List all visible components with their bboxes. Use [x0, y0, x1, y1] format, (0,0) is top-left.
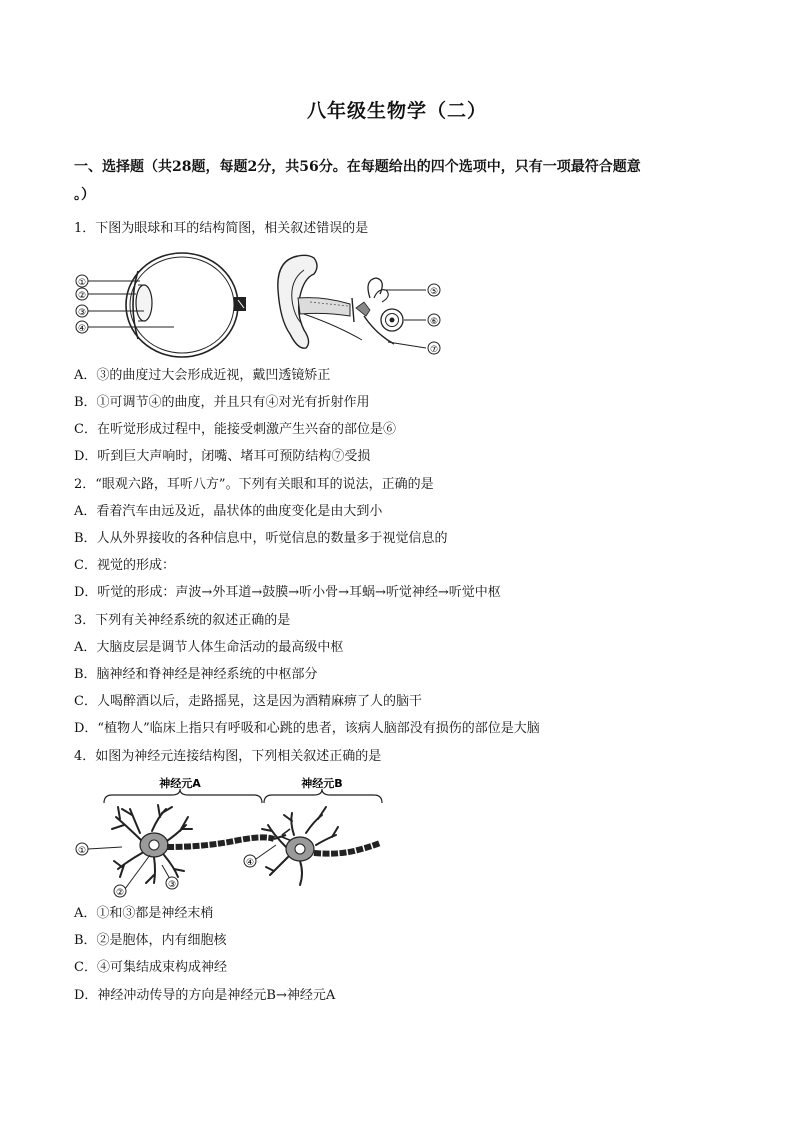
- question-2-option-a: A．看着汽车由远及近，晶状体的曲度变化是由大到小: [74, 504, 383, 519]
- neuron-label-3: [166, 877, 178, 890]
- question-4-option-c: C．④可集结成束构成神经: [74, 960, 227, 975]
- svg-text:③: ③: [77, 308, 87, 318]
- neuron-label-2: [114, 885, 126, 898]
- question-4-option-a: A．①和③都是神经末梢: [74, 906, 214, 921]
- eye-label-3: [76, 305, 88, 318]
- question-1-option-c: C．在听觉形成过程中，能接受刺激产生兴奋的部位是⑥: [74, 422, 396, 437]
- ear-label-5: [428, 284, 440, 297]
- eye-label-1: [76, 275, 88, 288]
- svg-text:④: ④: [245, 858, 255, 868]
- question-4-stem: 4．如图为神经元连接结构图，下列相关叙述正确的是: [74, 749, 382, 764]
- question-3-option-a: A．大脑皮层是调节人体生命活动的最高级中枢: [74, 640, 344, 655]
- question-1-option-d: D．听到巨大声响时，闭嘴、堵耳可预防结构⑦受损: [74, 449, 371, 464]
- eye-label-2: [76, 288, 88, 301]
- ear-label-7: [428, 342, 440, 355]
- ear-label-6: [428, 314, 440, 327]
- question-1-stem: 1．下图为眼球和耳的结构简图，相关叙述错误的是: [74, 221, 369, 236]
- question-1-option-b: B．①可调节④的曲度，并且只有④对光有折射作用: [74, 395, 370, 410]
- eye-label-4: [76, 321, 88, 334]
- section-heading: [74, 153, 724, 209]
- neuron-label-4: [244, 855, 256, 868]
- svg-text:⑦: ⑦: [429, 345, 439, 355]
- question-3-stem: 3．下列有关神经系统的叙述正确的是: [74, 613, 291, 628]
- neuron-label-1: [76, 843, 88, 856]
- svg-text:①: ①: [77, 278, 87, 288]
- question-2-option-c: C．视觉的形成：: [74, 558, 175, 573]
- question-4-option-b: B．②是胞体，内有细胞核: [74, 933, 227, 948]
- question-3-option-c: C．人喝醉酒以后，走路摇晃，这是因为酒精麻痹了人的脑干: [74, 694, 422, 709]
- question-2-stem: 2．“眼观六路，耳听八方”。下列有关眼和耳的说法，正确的是: [74, 477, 434, 492]
- question-3-option-d: D．“植物人”临床上指只有呼吸和心跳的患者，该病人脑部没有损伤的部位是大脑: [74, 721, 540, 736]
- question-2-option-d: D．听觉的形成：声波→外耳道→鼓膜→听小骨→耳蜗→听觉神经→听觉中枢: [74, 585, 501, 600]
- section-heading-line-2: 。）: [74, 187, 95, 203]
- neuron-connection-figure: [74, 773, 394, 901]
- svg-text:⑤: ⑤: [429, 287, 439, 297]
- question-3-option-b: B．脑神经和脊神经是神经系统的中枢部分: [74, 667, 318, 682]
- svg-text:①: ①: [77, 846, 87, 856]
- question-2-option-b: B．人从外界接收的各种信息中，听觉信息的数量多于视觉信息的: [74, 531, 448, 546]
- svg-text:④: ④: [77, 324, 87, 334]
- neuron-b-label: 神经元B: [301, 777, 343, 790]
- section-heading-line-1: 一、选择题（共28题，每题2分，共56分。在每题给出的四个选项中，只有一项最符合题意: [74, 159, 641, 175]
- page-title: 八年级生物学（二）: [306, 100, 487, 122]
- neuron-a-label: 神经元A: [159, 777, 201, 790]
- svg-text:②: ②: [77, 291, 87, 301]
- question-4-option-d: D．神经冲动传导的方向是神经元B→神经元A: [74, 988, 336, 1003]
- svg-text:⑥: ⑥: [429, 317, 439, 327]
- svg-text:②: ②: [115, 888, 125, 898]
- ear-structure-figure: [268, 250, 448, 358]
- question-1-option-a: A．③的曲度过大会形成近视，戴凹透镜矫正: [74, 368, 331, 383]
- eye-structure-figure: [74, 245, 254, 365]
- svg-text:③: ③: [167, 880, 177, 890]
